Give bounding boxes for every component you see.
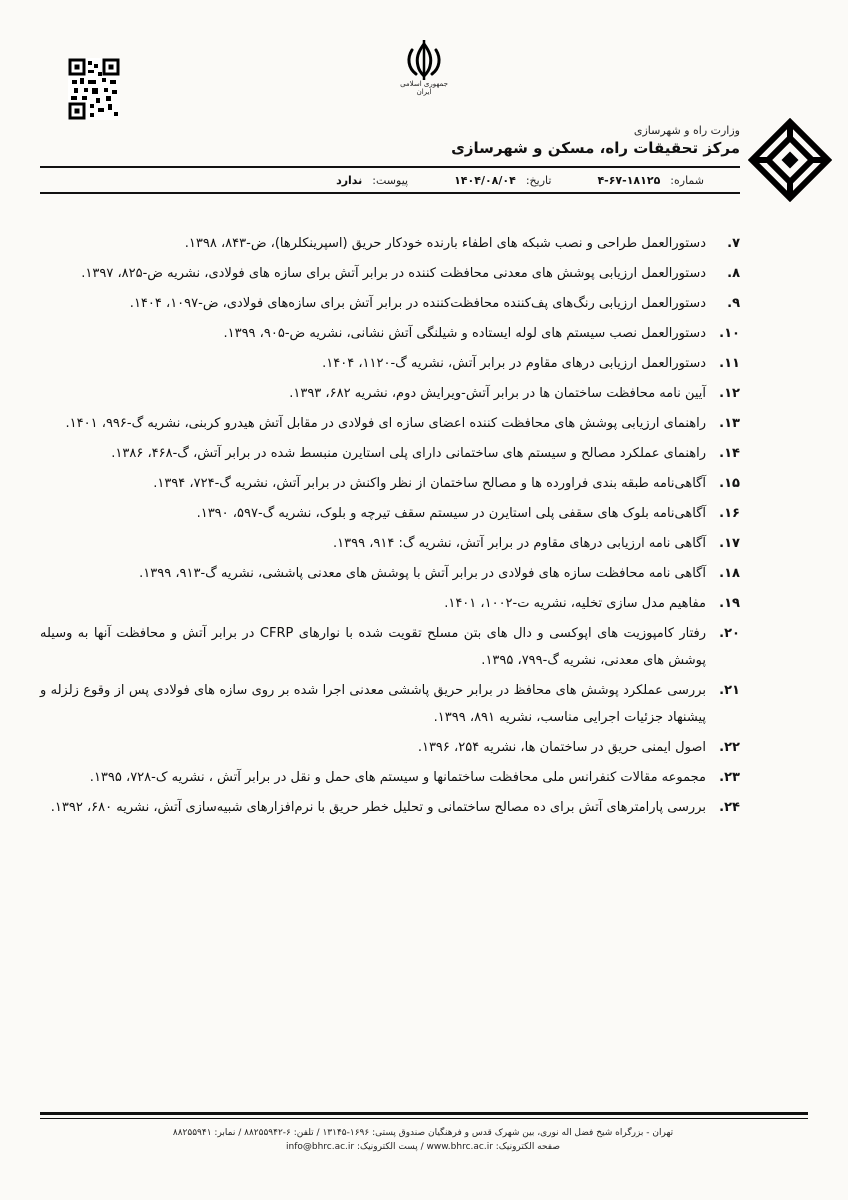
- item-text: رفتار کامپوزیت های اپوکسی و دال های بتن مسلح تقویت شده با نوارهای CFRP در برابر آتش و محافظت آنها به وسیله پوشش های معدنی، نشریه گ-۷۹۹، ۱۳۹۵.: [40, 626, 707, 668]
- item-number: ۷.: [727, 236, 740, 251]
- item-text: راهنمای ارزیابی پوشش های محافظت کننده اعضای سازه ای فولادی در مقابل آتش هیدرو کربنی، نشریه گ-۹۹۶، ۱۴۰۱.: [65, 416, 706, 431]
- item-text: بررسی عملکرد پوشش های محافظ در برابر حریق پاششی معدنی اجرا شده بر روی سازه های فولادی پس از وقوع زلزله و پیشنهاد جزئیات اجرایی مناسب، نشریه ۸۹۱، ۱۳۹۹.: [40, 683, 706, 725]
- item-number: ۱۶.: [719, 506, 740, 521]
- item-text: بررسی پارامترهای آتش برای ده مصالح ساختمانی و تحلیل خطر حریق با نرم‌افزارهای شبیه‌سازی آتش، نشریه ۶۸۰، ۱۳۹۲.: [50, 800, 706, 815]
- item-text: مفاهیم مدل سازی تخلیه، نشریه ت-۱۰۰۲، ۱۴۰۱.: [444, 596, 706, 611]
- reference-list: [40, 230, 740, 824]
- item-number: ۲۱.: [719, 683, 740, 698]
- item-text: آگاهی‌نامه طبقه بندی فراورده ها و مصالح ساختمان از نظر واکنش در برابر آتش، نشریه گ-۷۲۴، ۱۳۹۴.: [153, 476, 706, 491]
- list-item: [40, 764, 740, 791]
- item-number: ۲۴.: [719, 800, 740, 815]
- emblem-caption: جمهوری اسلامی ایران: [400, 80, 448, 96]
- list-item: [40, 350, 740, 377]
- list-item: [40, 677, 740, 731]
- item-number: ۲۰.: [719, 626, 740, 641]
- item-text: آیین نامه محافظت ساختمان ها در برابر آتش-ویرایش دوم، نشریه ۶۸۲، ۱۳۹۳.: [289, 386, 706, 401]
- header-rule-bottom: [40, 192, 740, 194]
- item-text: دستورالعمل نصب سیستم های لوله ایستاده و شیلنگی آتش نشانی، نشریه ض-۹۰۵، ۱۳۹۹.: [223, 326, 706, 341]
- list-item: [40, 440, 740, 467]
- footer-rule-thin: [40, 1118, 808, 1119]
- item-number: ۱۰.: [719, 326, 740, 341]
- list-item: [40, 530, 740, 557]
- letter-metadata: [44, 170, 740, 190]
- item-text: دستورالعمل ارزیابی رنگ‌های پف‌کننده محافظت‌کننده در برابر آتش برای سازه‌های فولادی، ض-۱۰۹۷، ۱۴۰۴.: [129, 296, 706, 311]
- list-item: [40, 794, 740, 821]
- list-item: [40, 590, 740, 617]
- item-text: آگاهی نامه ارزیابی درهای مقاوم در برابر آتش، نشریه گ: ۹۱۴، ۱۳۹۹.: [333, 536, 706, 551]
- list-item: [40, 560, 740, 587]
- list-item: [40, 410, 740, 437]
- list-item: [40, 500, 740, 527]
- item-number: ۲۳.: [719, 770, 740, 785]
- item-number: ۱۸.: [719, 566, 740, 581]
- organization-header: [451, 124, 740, 157]
- list-item: [40, 734, 740, 761]
- bhrc-logo-icon: [748, 118, 832, 202]
- item-text: دستورالعمل ارزیابی پوشش های معدنی محافظت کننده در برابر آتش برای سازه های فولادی، نشریه ض-۸۲۵، ۱۳۹۷.: [81, 266, 706, 281]
- list-item: [40, 620, 740, 674]
- footer-address: تهران - بزرگراه شیخ فضل اله نوری، بین شهرک قدس و فرهنگیان صندوق پستی: ۱۶۹۶-۱۳۱۴۵ / تلفن: ۶-۸۸۲۵۵۹۴۲ / نمابر: ۸۸۲۵۵۹۴۱: [172, 1128, 674, 1138]
- item-text: آگاهی‌نامه بلوک های سقفی پلی استایرن در سیستم سقف تیرچه و بلوک، نشریه گ-۵۹۷، ۱۳۹۰.: [196, 506, 706, 521]
- number-value: ۴-۶۷-۱۸۱۲۵: [597, 173, 661, 187]
- footer-rule: [40, 1112, 808, 1115]
- attachment-label: پیوست:: [372, 173, 409, 187]
- footer-web: صفحه الکترونیک: www.bhrc.ac.ir / پست الکترونیک: info@bhrc.ac.ir: [285, 1142, 561, 1152]
- item-number: ۱۱.: [719, 356, 740, 371]
- list-item: [40, 290, 740, 317]
- list-item: [40, 470, 740, 497]
- item-text: آگاهی نامه محافظت سازه های فولادی در برابر آتش با پوشش های معدنی پاششی، نشریه گ-۹۱۳، ۱۳۹۹.: [139, 566, 706, 581]
- ministry-name: وزارت راه و شهرسازی: [633, 124, 740, 137]
- list-item: [40, 260, 740, 287]
- item-text: اصول ایمنی حریق در ساختمان ها، نشریه ۲۵۴، ۱۳۹۶.: [417, 740, 706, 755]
- item-text: دستورالعمل طراحی و نصب شبکه های اطفاء بارنده خودکار حریق (اسپرینکلرها)، ض-۸۴۳، ۱۳۹۸.: [184, 236, 706, 251]
- item-number: ۱۳.: [719, 416, 740, 431]
- list-item: [40, 230, 740, 257]
- list-item: [40, 380, 740, 407]
- date-value: ۱۴۰۴/۰۸/۰۴: [454, 173, 516, 187]
- list-item: [40, 320, 740, 347]
- item-text: مجموعه مقالات کنفرانس ملی محافظت ساختمانها و سیستم های حمل و نقل در برابر آتش ، نشریه ک-۷۲۸، ۱۳۹۵.: [89, 770, 706, 785]
- item-text: دستورالعمل ارزیابی درهای مقاوم در برابر آتش، نشریه گ-۱۱۲۰، ۱۴۰۴.: [322, 356, 706, 371]
- item-number: ۸.: [727, 266, 740, 281]
- item-number: ۹.: [727, 296, 740, 311]
- item-number: ۱۷.: [719, 536, 740, 551]
- attachment-value: ندارد: [336, 173, 363, 187]
- item-text: راهنمای عملکرد مصالح و سیستم های ساختمانی دارای پلی استایرن منبسط شده در برابر آتش، گ-۴۶۸، ۱۳۸۶.: [111, 446, 706, 461]
- center-name: مرکز تحقیقات راه، مسکن و شهرسازی: [451, 139, 740, 157]
- item-number: ۱۴.: [719, 446, 740, 461]
- date-label: تاریخ:: [525, 173, 552, 187]
- item-number: ۱۹.: [719, 596, 740, 611]
- item-number: ۱۵.: [719, 476, 740, 491]
- number-label: شماره:: [670, 173, 704, 187]
- header-rule: [40, 166, 740, 168]
- qr-code-icon: [68, 58, 120, 120]
- item-number: ۲۲.: [719, 740, 740, 755]
- iran-emblem-icon: [402, 38, 446, 86]
- item-number: ۱۲.: [719, 386, 740, 401]
- footer: [40, 1126, 806, 1154]
